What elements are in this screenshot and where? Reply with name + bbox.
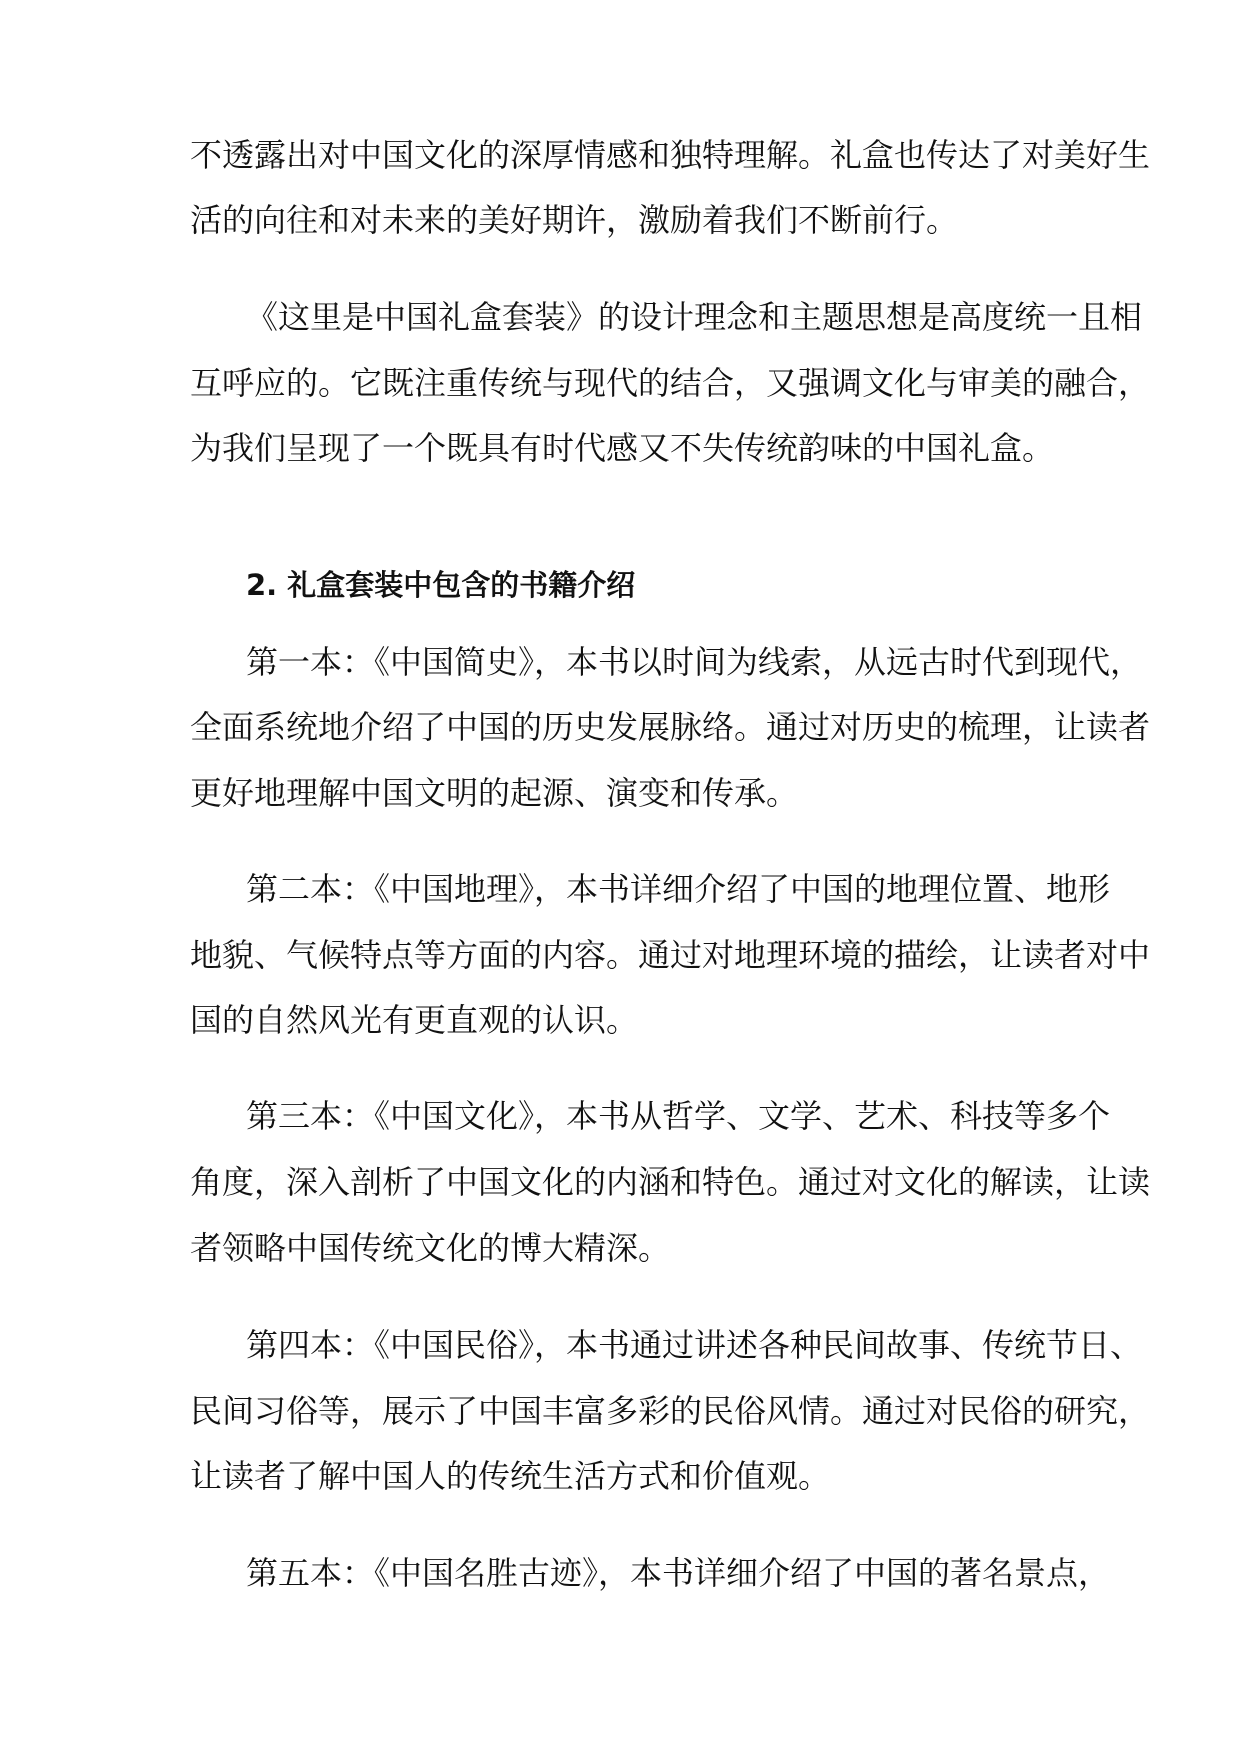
paragraph-line: 互呼应的。它既注重传统与现代的结合，又强调文化与审美的融合， (190, 364, 1151, 402)
paragraph-line: 为我们呈现了一个既具有时代感又不失传统韵味的中国礼盒。 (190, 429, 1055, 467)
section-heading: 2. 礼盒套装中包含的书籍介绍 (246, 568, 636, 602)
paragraph-line: 更好地理解中国文明的起源、演变和传承。 (190, 774, 799, 812)
paragraph-line: 全面系统地介绍了中国的历史发展脉络。通过对历史的梳理，让读者 (190, 708, 1151, 746)
paragraph-line: 者领略中国传统文化的博大精深。 (190, 1229, 671, 1267)
paragraph-line: 地貌、气候特点等方面的内容。通过对地理环境的描绘，让读者对中 (190, 936, 1151, 974)
paragraph-line: 活的向往和对未来的美好期许，激励着我们不断前行。 (190, 201, 959, 239)
paragraph-line: 第三本：《中国文化》，本书从哲学、文学、艺术、科技等多个 (246, 1097, 1111, 1135)
paragraph-line: 《这里是中国礼盒套装》的设计理念和主题思想是高度统一且相 (246, 298, 1143, 336)
paragraph-line: 国的自然风光有更直观的认识。 (190, 1001, 639, 1039)
paragraph-line: 第四本：《中国民俗》，本书通过讲述各种民间故事、传统节日、 (246, 1326, 1143, 1364)
paragraph-line: 第五本：《中国名胜古迹》，本书详细介绍了中国的著名景点， (246, 1554, 1111, 1592)
paragraph-line: 角度，深入剖析了中国文化的内涵和特色。通过对文化的解读，让读 (190, 1163, 1151, 1201)
paragraph-line: 让读者了解中国人的传统生活方式和价值观。 (190, 1457, 831, 1495)
paragraph-line: 第一本：《中国简史》，本书以时间为线索，从远古时代到现代， (246, 643, 1143, 681)
paragraph-line: 民间习俗等，展示了中国丰富多彩的民俗风情。通过对民俗的研究， (190, 1392, 1151, 1430)
paragraph-line: 不透露出对中国文化的深厚情感和独特理解。礼盒也传达了对美好生 (190, 136, 1151, 174)
paragraph-line: 第二本：《中国地理》，本书详细介绍了中国的地理位置、地形 (246, 870, 1111, 908)
